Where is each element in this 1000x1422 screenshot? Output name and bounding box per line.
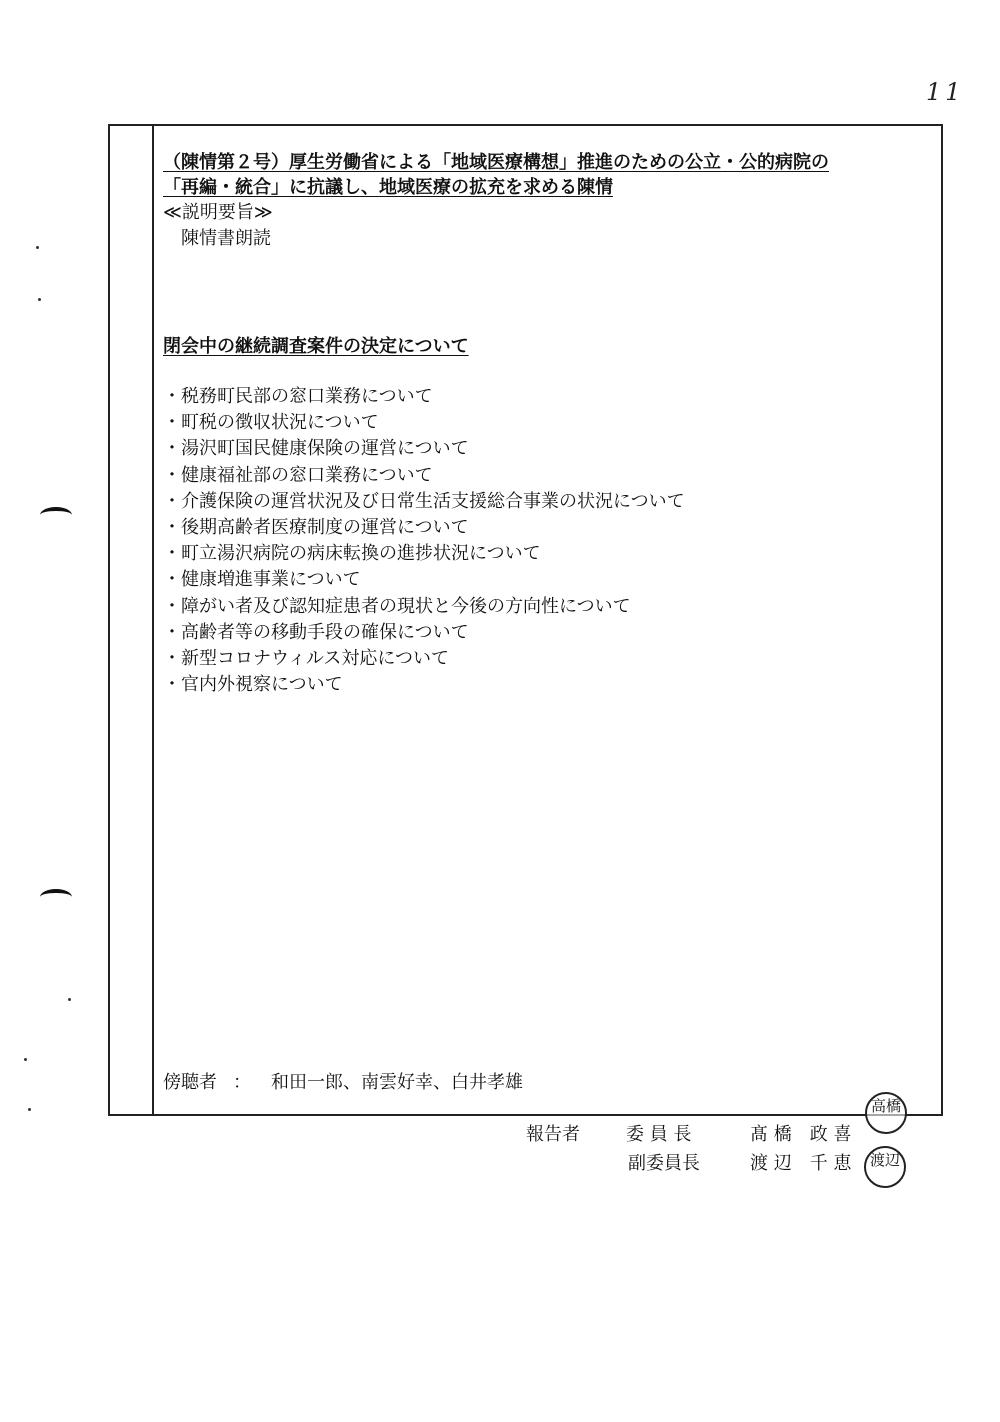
investigation-list — [163, 384, 685, 698]
attendees-names: 和田一郎、南雲好幸、白井孝雄 — [271, 1072, 523, 1093]
scan-speck — [36, 246, 39, 249]
punch-hole-mark — [40, 507, 72, 523]
punch-hole-mark — [40, 889, 72, 905]
chair-title: 委 員 長 — [626, 1124, 692, 1145]
chair-name: 髙 橋 政 喜 — [750, 1124, 852, 1145]
list-item: ・湯沢町国民健康保険の運営について — [163, 438, 469, 460]
attendees-line — [163, 1068, 523, 1094]
vice-chair-name: 渡 辺 千 恵 — [750, 1153, 852, 1174]
explanation-text: 陳情書朗読 — [181, 228, 271, 249]
list-item: ・健康増進事業について — [163, 569, 361, 591]
attendees-label: 傍聴者 — [163, 1072, 217, 1093]
scan-speck — [24, 1058, 27, 1061]
margin-divider — [152, 124, 154, 1116]
scan-speck — [68, 998, 71, 1001]
scan-speck — [38, 298, 41, 301]
list-item: ・後期高齢者医療制度の運営について — [163, 516, 469, 538]
attendees-separator: ： — [233, 1072, 251, 1093]
explanation-label: ≪説明要旨≫ — [163, 202, 273, 223]
vice-chair-title: 副委員長 — [628, 1153, 700, 1174]
vice-chair-seal: 渡辺 — [864, 1146, 906, 1188]
page-number: 11 — [926, 78, 965, 106]
list-item: ・町立湯沢病院の病床転換の進捗状況について — [163, 543, 541, 565]
list-item: ・町税の徴収状況について — [163, 412, 379, 434]
reporter-label: 報告者 — [526, 1124, 580, 1145]
scan-speck — [28, 1108, 31, 1111]
list-item: ・障がい者及び認知症患者の現状と今後の方向性について — [163, 595, 631, 617]
petition-title-line1: （陳情第２号）厚生労働省による「地域医療構想」推進のための公立・公的病院の — [163, 152, 829, 173]
list-item: ・官内外視察について — [163, 674, 343, 696]
chair-seal: 高橋 — [865, 1092, 907, 1134]
list-item: ・高齢者等の移動手段の確保について — [163, 621, 469, 643]
list-item: ・健康福祉部の窓口業務について — [163, 464, 433, 486]
petition-title-line2: 「再編・統合」に抗議し、地域医療の拡充を求める陳情 — [163, 177, 613, 198]
list-item: ・税務町民部の窓口業務について — [163, 386, 433, 407]
petition-section — [163, 150, 933, 252]
continuing-investigation-heading: 閉会中の継続調査案件の決定について — [163, 336, 469, 357]
list-item: ・介護保険の運営状況及び日常生活支援総合事業の状況について — [163, 490, 685, 512]
list-item: ・新型コロナウィルス対応について — [163, 647, 450, 669]
